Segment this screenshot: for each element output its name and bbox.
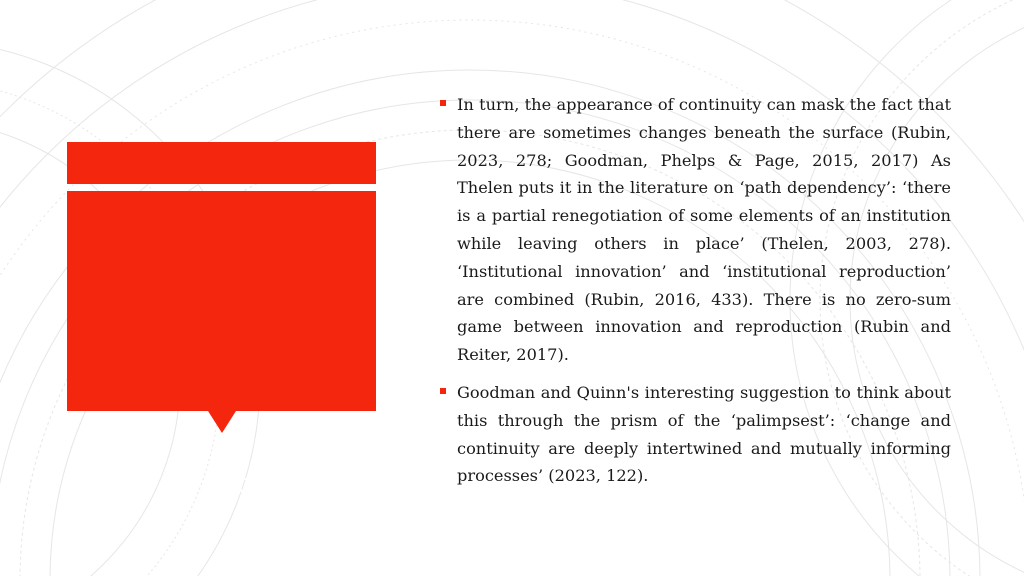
title-panel [67,191,376,499]
slide-title: 5. Conclusions [215,473,352,499]
accent-strip [67,142,376,184]
bullet-item [436,91,951,369]
bullet-item [436,379,951,490]
square-bullet-icon [440,388,446,394]
bullet-list [436,91,951,490]
bullet-text: Goodman and Quinn's interesting suggestion to think about this through the prism of the ‘palimpsest’: ‘change and continuity are deeply intertwined and mutually informing processes’ (2023, 122). [457,382,951,486]
square-bullet-icon [440,100,446,106]
bullet-text: In turn, the appearance of continuity can mask the fact that there are sometimes changes beneath the surface (Rubin, 2023, 278; Goodman, Phelps & Page, 2015, 2017) As Thelen puts it in the literature on ‘path dependency’: ‘there is a partial renegotiation of some elements of an institution while leaving others in place’ (Thelen, 2003, 278). ‘Institutional innovation’ and ‘institutional reproduction’ are combined (Rubin, 2016, 433). There is no zero-sum game between innovation and reproduction (Rubin and Reiter, 2017). [457,95,951,365]
title-panel-pointer [208,411,236,433]
